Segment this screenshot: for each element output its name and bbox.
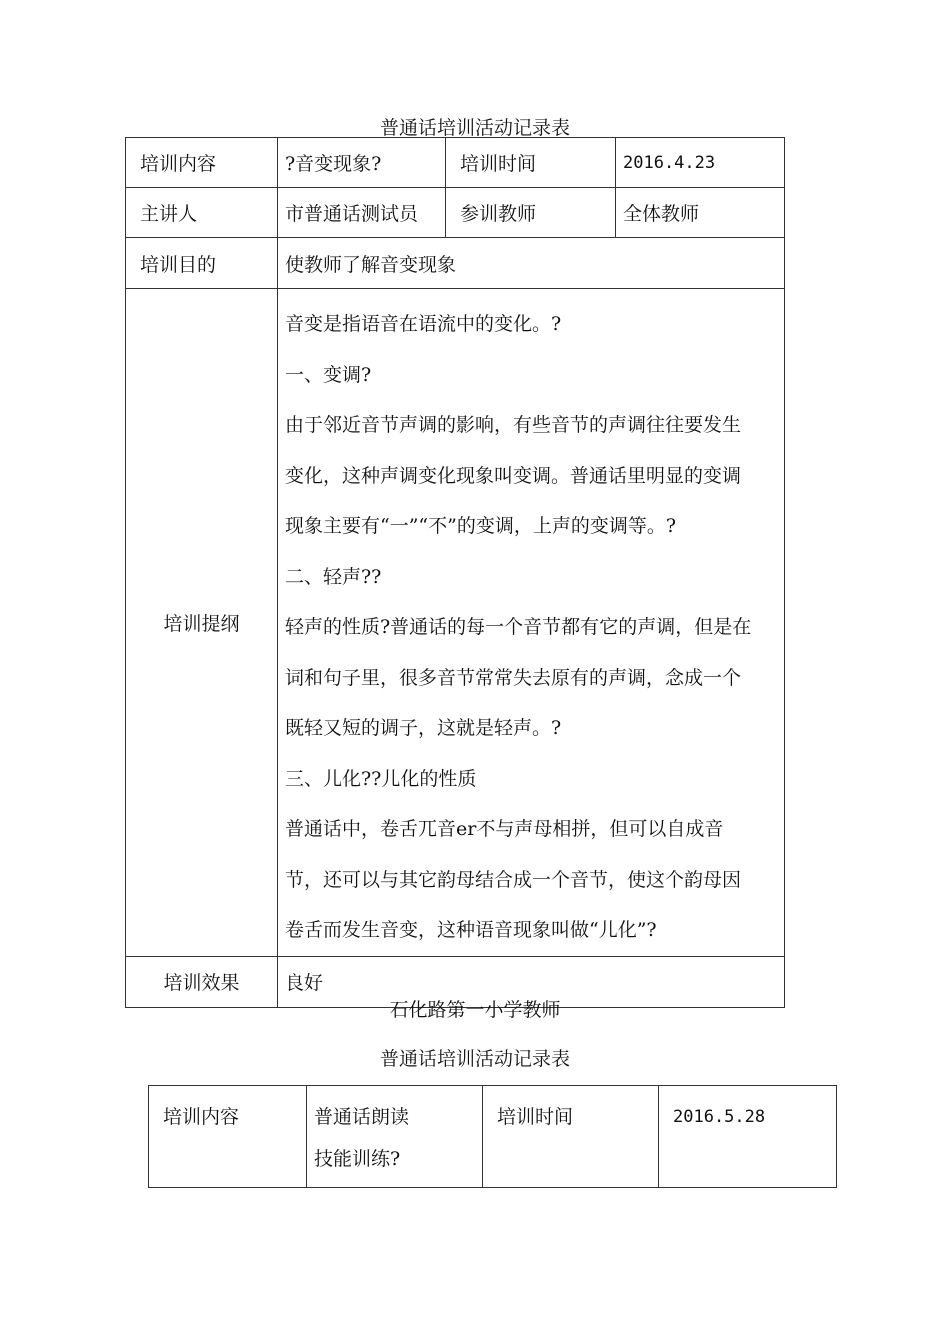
t2-content-line: 普通话朗读 — [314, 1106, 410, 1128]
school-name: 石化路第一小学教师 — [389, 999, 561, 1021]
outline-line: 词和句子里，很多音节常常失去原有的声调，念成一个 — [285, 666, 742, 689]
outline-line: 普通话中，卷舌兀音er不与声母相拼，但可以自成音 — [285, 818, 724, 840]
outline-line: 变化，这种声调变化现象叫变调。普通话里明显的变调 — [285, 464, 742, 487]
table2-row-content — [149, 1086, 837, 1188]
t2-label-time-text: 培训时间 — [497, 1106, 574, 1128]
label-speaker: 主讲人 — [126, 188, 278, 238]
outline-line: 一、变调? — [285, 363, 372, 386]
outline-line: 卷舌而发生音变，这种语音现象叫做“儿化”? — [285, 919, 657, 941]
outline-line: 由于邻近音节声调的影响，有些音节的声调往往要发生 — [285, 414, 742, 436]
value-effect: 良好 — [278, 956, 785, 1007]
label-time: 培训时间 — [446, 138, 616, 188]
t2-value-content — [307, 1086, 483, 1188]
outline-line: 节，还可以与其它韵母结合成一个音节，使这个韵母因 — [285, 868, 742, 891]
outline-line: 现象主要有“一”“不”的变调，上声的变调等。? — [285, 515, 677, 537]
record-table-1 — [125, 137, 785, 1008]
label-purpose: 培训目的 — [126, 238, 278, 289]
t2-time-text: 2016.5.28 — [673, 1107, 766, 1127]
outline-line: 既轻又短的调子，这就是轻声。? — [285, 717, 562, 739]
t2-label-content — [149, 1086, 307, 1188]
t2-label-content-text: 培训内容 — [163, 1106, 240, 1128]
outline-line: 三、儿化??儿化的性质 — [285, 767, 477, 790]
t2-label-time — [483, 1086, 659, 1188]
table1-row-content — [126, 138, 785, 188]
label-participants: 参训教师 — [446, 188, 616, 238]
label-content: 培训内容 — [126, 138, 278, 188]
table1-row-outline — [126, 289, 785, 957]
label-effect: 培训效果 — [126, 956, 278, 1007]
record-table-2 — [148, 1085, 837, 1188]
value-participants: 全体教师 — [616, 188, 785, 238]
value-purpose: 使教师了解音变现象 — [278, 238, 785, 289]
t2-value-time — [659, 1086, 837, 1188]
table1-row-speaker — [126, 188, 785, 238]
outline-line: 轻声的性质?普通话的每一个音节都有它的声调，但是在 — [285, 616, 752, 638]
label-outline: 培训提纲 — [126, 289, 278, 957]
value-content: ?音变现象? — [278, 138, 446, 188]
outline-content — [278, 289, 785, 957]
table1-row-purpose — [126, 238, 785, 289]
table1-title: 普通话培训活动记录表 — [379, 117, 570, 139]
outline-line: 音变是指语音在语流中的变化。? — [285, 313, 562, 335]
t2-content-line: 技能训练? — [314, 1148, 401, 1170]
value-time: 2016.4.23 — [616, 138, 785, 188]
outline-line: 二、轻声?? — [285, 565, 382, 588]
value-speaker: 市普通话测试员 — [278, 188, 446, 238]
table2-title: 普通话培训活动记录表 — [379, 1048, 570, 1070]
